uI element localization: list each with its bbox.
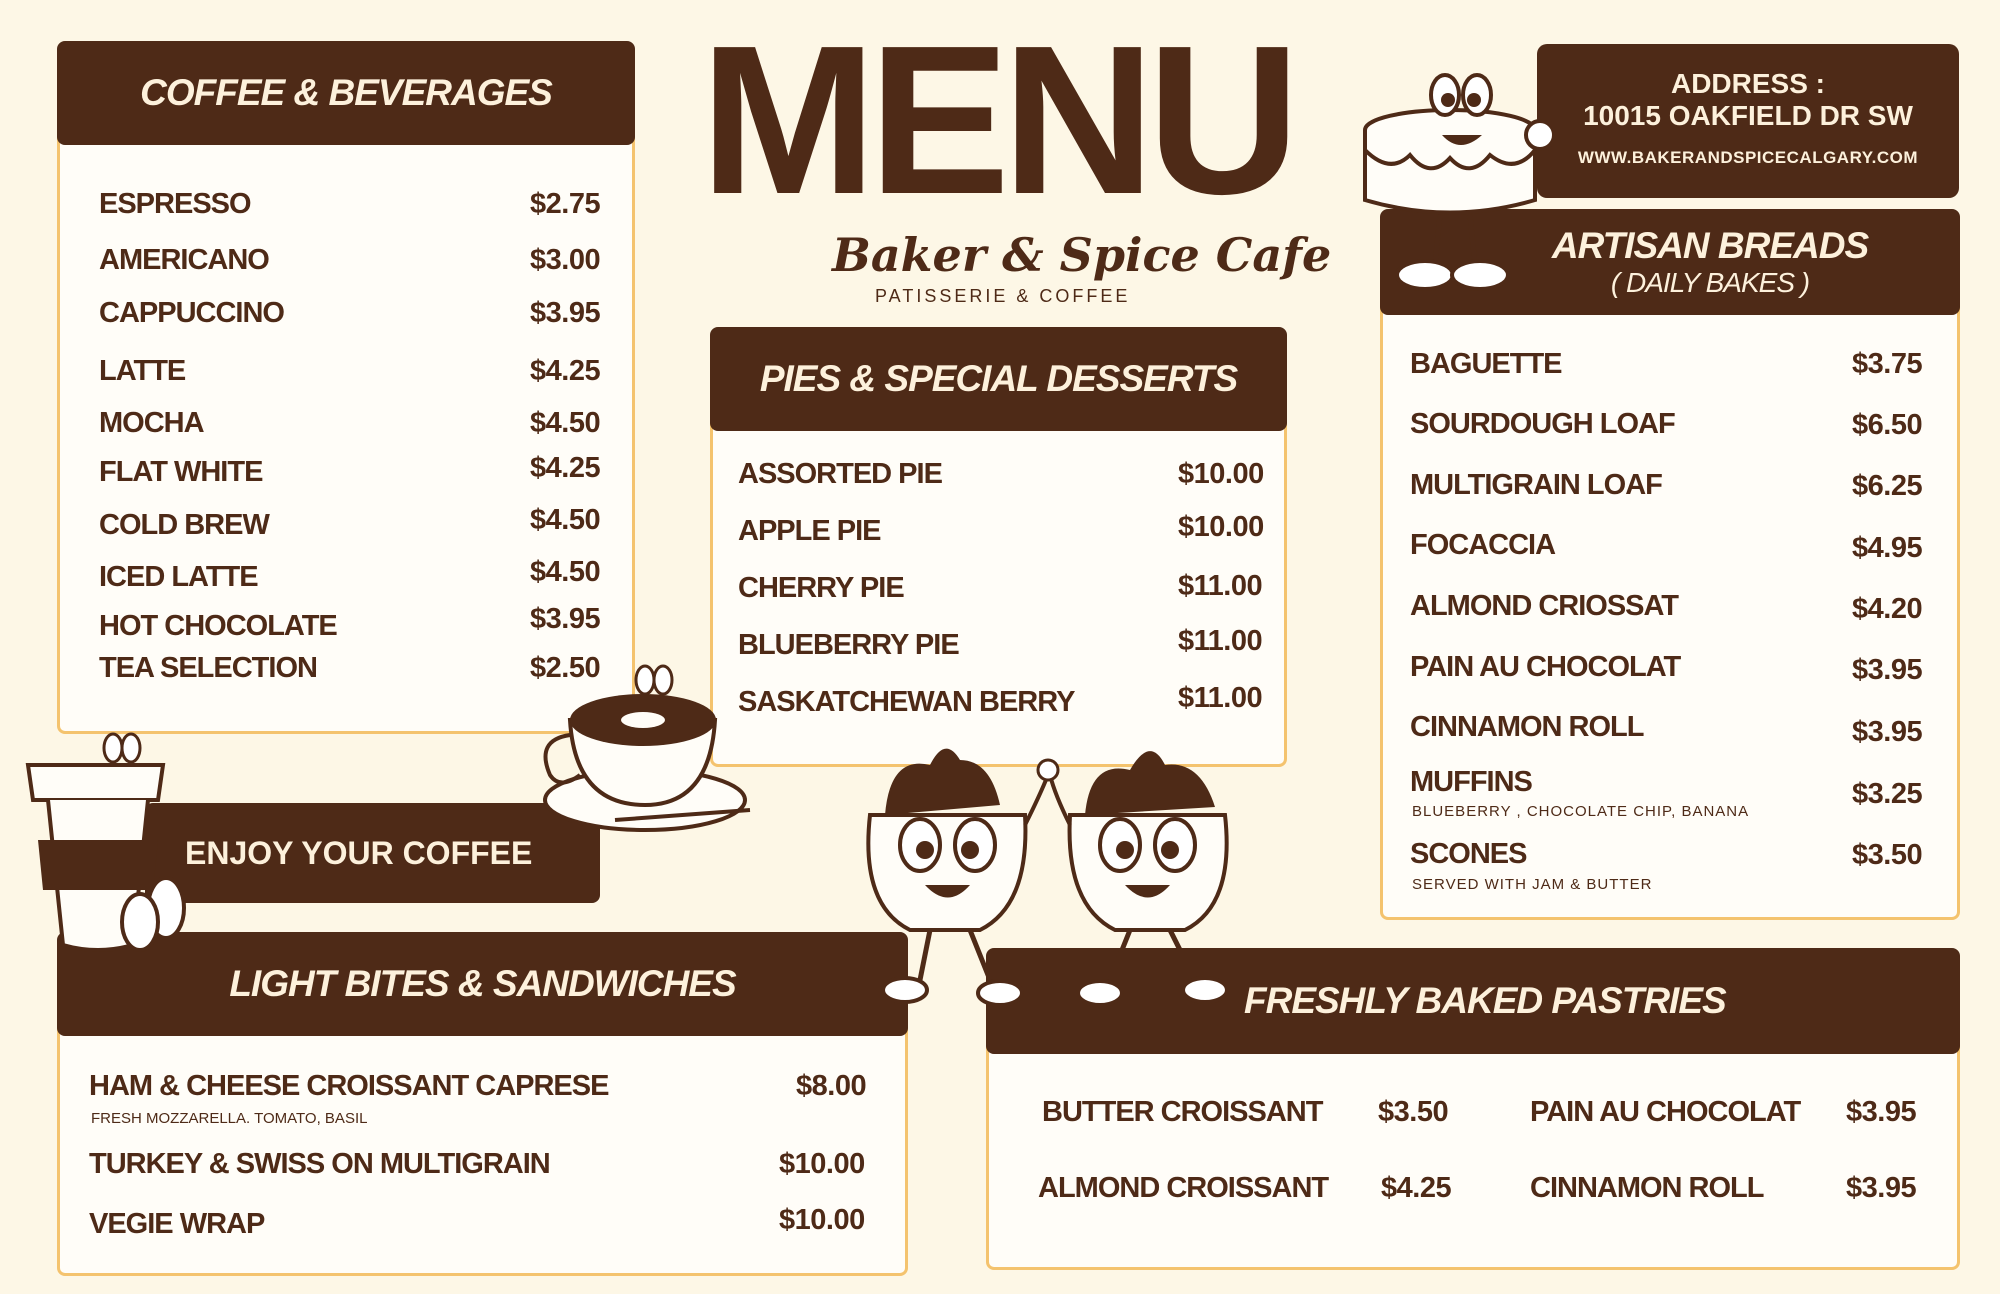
coffee-item: LATTE: [99, 355, 186, 387]
light-bite-note: FRESH MOZZARELLA. TOMATO, BASIL: [91, 1110, 368, 1127]
pastry-price: $3.95: [1846, 1096, 1917, 1128]
coffee-item: ESPRESSO: [99, 188, 251, 220]
pastry-item: CINNAMON ROLL: [1530, 1172, 1764, 1204]
pie-item: BLUEBERRY PIE: [738, 629, 959, 661]
menu-title: MENU: [700, 1, 1293, 238]
coffee-price: $4.25: [530, 452, 601, 484]
bread-price: $3.50: [1852, 839, 1923, 871]
breads-title: ARTISAN BREADS: [1551, 225, 1869, 266]
bread-item: BAGUETTE: [1410, 348, 1562, 380]
pie-item: ASSORTED PIE: [738, 458, 942, 490]
pastry-price: $4.25: [1381, 1172, 1452, 1204]
address-street: 10015 OAKFIELD DR SW: [1583, 100, 1913, 131]
bread-price: $3.25: [1852, 778, 1923, 810]
coffee-price: $2.75: [530, 188, 601, 220]
coffee-item: HOT CHOCOLATE: [99, 610, 337, 642]
bread-price: $6.50: [1852, 409, 1923, 441]
pastry-price: $3.95: [1846, 1172, 1917, 1204]
bread-item: ALMOND CRIOSSAT: [1410, 590, 1679, 622]
brand-name: Baker & Spice Cafe: [832, 228, 1332, 282]
coffee-price: $3.00: [530, 244, 601, 276]
tagline: PATISSERIE & COFFEE: [875, 286, 1131, 306]
coffee-item: AMERICANO: [99, 244, 269, 276]
coffee-price: $4.50: [530, 556, 601, 588]
bread-price: $6.25: [1852, 470, 1923, 502]
bread-price: $4.95: [1852, 532, 1923, 564]
pie-price: $10.00: [1178, 511, 1264, 543]
pie-price: $10.00: [1178, 458, 1264, 490]
pastries-title: FRESHLY BAKED PASTRIES: [1244, 980, 1726, 1021]
bread-item: FOCACCIA: [1410, 529, 1556, 561]
coffee-item: ICED LATTE: [99, 561, 258, 593]
pies-title: PIES & SPECIAL DESSERTS: [759, 358, 1238, 399]
coffee-item: TEA SELECTION: [99, 652, 317, 684]
bread-item: SCONES: [1410, 838, 1527, 870]
bread-item: SOURDOUGH LOAF: [1410, 408, 1675, 440]
coffee-price: $3.95: [530, 603, 601, 635]
bread-price: $3.75: [1852, 348, 1923, 380]
address-label: ADDRESS :: [1670, 68, 1825, 99]
coffee-item: COLD BREW: [99, 509, 269, 541]
bread-item: MULTIGRAIN LOAF: [1410, 469, 1662, 501]
enjoy-text: ENJOY YOUR COFFEE: [185, 834, 533, 871]
pastry-item: BUTTER CROISSANT: [1042, 1096, 1323, 1128]
breads-subtitle: ( DAILY BAKES ): [1610, 267, 1810, 298]
coffee-item: MOCHA: [99, 407, 204, 439]
coffee-price: $3.95: [530, 297, 601, 329]
bread-note: SERVED WITH JAM & BUTTER: [1412, 876, 1653, 893]
bread-price: $3.95: [1852, 654, 1923, 686]
enjoy-banner: [145, 803, 600, 903]
coffee-item: FLAT WHITE: [99, 456, 263, 488]
pastry-price: $3.50: [1378, 1096, 1449, 1128]
coffee-item: CAPPUCCINO: [99, 297, 284, 329]
address-box: [1537, 44, 1959, 198]
coffee-price: $4.50: [530, 407, 601, 439]
light-bite-item: HAM & CHEESE CROISSANT CAPRESE: [89, 1070, 609, 1102]
coffee-title: COFFEE & BEVERAGES: [140, 72, 552, 113]
coffee-price: $2.50: [530, 652, 601, 684]
bread-note: BLUEBERRY , CHOCOLATE CHIP, BANANA: [1412, 803, 1750, 820]
bread-price: $4.20: [1852, 593, 1923, 625]
bread-item: MUFFINS: [1410, 766, 1532, 798]
coffee-cup-icon: [535, 665, 760, 845]
light-bites-title: LIGHT BITES & SANDWICHES: [229, 963, 736, 1004]
pastry-item: PAIN AU CHOCOLAT: [1530, 1096, 1801, 1128]
bread-item: CINNAMON ROLL: [1410, 711, 1644, 743]
coffee-header: [57, 41, 635, 145]
pastry-item: ALMOND CROISSANT: [1038, 1172, 1329, 1204]
light-bite-price: $10.00: [779, 1148, 865, 1180]
bread-price: $3.95: [1852, 716, 1923, 748]
pie-item: CHERRY PIE: [738, 572, 904, 604]
coffee-price: $4.50: [530, 504, 601, 536]
takeaway-cup-icon: [18, 730, 193, 955]
light-bite-item: TURKEY & SWISS ON MULTIGRAIN: [89, 1148, 550, 1180]
pie-item: SASKATCHEWAN BERRY: [738, 686, 1075, 718]
pie-price: $11.00: [1178, 570, 1263, 602]
coffee-price: $4.25: [530, 355, 601, 387]
pie-item: APPLE PIE: [738, 515, 881, 547]
pies-header: [710, 327, 1287, 431]
light-bite-price: $8.00: [796, 1070, 867, 1102]
pie-price: $11.00: [1178, 625, 1263, 657]
pie-price: $11.00: [1178, 682, 1263, 714]
cake-mascot-icon: [1330, 50, 1560, 300]
website-link[interactable]: WWW.BAKERANDSPICECALGARY.COM: [1577, 148, 1919, 167]
bread-item: PAIN AU CHOCOLAT: [1410, 651, 1681, 683]
light-bite-price: $10.00: [779, 1204, 865, 1236]
light-bite-item: VEGIE WRAP: [89, 1208, 265, 1240]
dancing-cups-icon: [830, 735, 1265, 1035]
